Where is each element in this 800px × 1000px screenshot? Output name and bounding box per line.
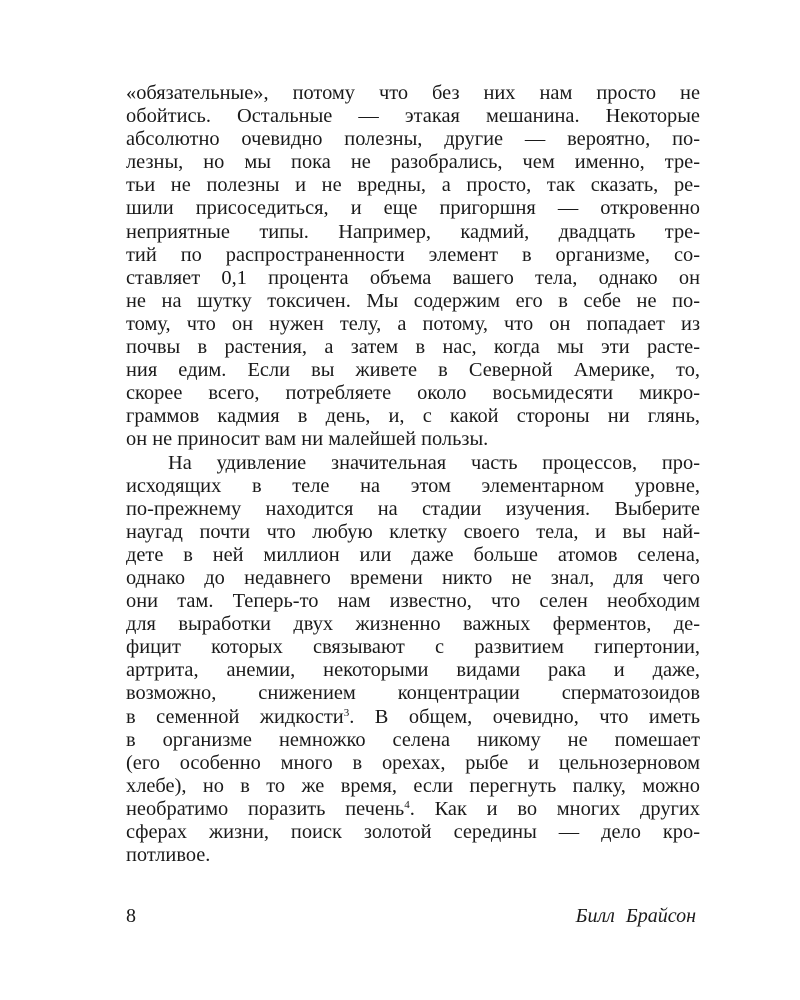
- text-line: обойтись. Остальные — этакая мешанина. Некоторые: [126, 105, 700, 128]
- text-line: сферах жизни, поиск золотой середины — дело кро-: [126, 821, 700, 843]
- text-line: возможно, снижением концентрации сперматозоидов: [126, 682, 700, 705]
- text-line: ния едим. Если вы живете в Северной Америке, то,: [126, 359, 700, 382]
- text-line: хлебе), но в то же время, если перегнуть палку, можно: [126, 774, 700, 797]
- text-line: почвы в растения, а затем в нас, когда мы эти расте-: [126, 336, 700, 359]
- line-text: необратимо поразить печень: [126, 797, 405, 820]
- line-text: . Как и во многих других: [409, 797, 700, 820]
- text-line: «обязательные», потому что без них нам просто не: [126, 82, 700, 104]
- paragraph-2: [126, 452, 700, 868]
- text-line: [126, 706, 700, 729]
- text-line: ставляет 0,1 процента объема вашего тела, однако он: [126, 266, 700, 289]
- text-line: тий по распространенности элемент в организме, со-: [126, 243, 700, 266]
- text-line: [126, 798, 700, 821]
- text-line: артрита, анемии, некоторыми видами рака и даже,: [126, 659, 700, 682]
- running-author: Билл Брайсон: [575, 905, 696, 927]
- text-line: абсолютно очевидно полезны, другие — вероятно, по-: [126, 128, 700, 151]
- footnote-ref-3: 3: [343, 706, 350, 719]
- text-line: шили присоседиться, и еще пригоршня — откровенно: [126, 197, 700, 220]
- text-line: граммов кадмия в день, и, с какой стороны ни глянь,: [126, 405, 700, 428]
- paragraph-1: [126, 82, 700, 452]
- text-line: лезны, но мы пока не разобрались, чем именно, тре-: [126, 151, 700, 174]
- text-line: потливое.: [126, 844, 211, 867]
- book-page: [126, 82, 700, 867]
- text-line: наугад почти что любую клетку своего тела, и вы най-: [126, 520, 700, 543]
- text-line: он не приносит вам ни малейшей пользы.: [126, 428, 489, 451]
- footnote-ref-4: 4: [404, 798, 410, 811]
- text-line: дете в ней миллион или даже больше атомов селена,: [126, 543, 700, 566]
- text-line: неприятные типы. Например, кадмий, двадцать тре-: [126, 220, 700, 243]
- text-line: для выработки двух жизненно важных ферментов, де-: [126, 613, 700, 636]
- text-line: тому, что он нужен телу, а потому, что он попадает из: [126, 312, 700, 335]
- text-line: однако до недавнего времени никто не знал, для чего: [126, 566, 700, 589]
- text-line: исходящих в теле на этом элементарном уровне,: [126, 474, 700, 497]
- text-line: скорее всего, потребляете около восьмидесяти микро-: [126, 382, 700, 405]
- page-footer: [126, 905, 696, 931]
- text-line: фицит которых связывают с развитием гипертонии,: [126, 636, 700, 659]
- text-line: тьи не полезны и не вредны, а просто, так сказать, ре-: [126, 174, 700, 197]
- text-line: в организме немножко селена никому не помешает: [126, 728, 700, 751]
- text-line: по-прежнему находится на стадии изучения. Выберите: [126, 497, 700, 520]
- line-text: в семенной жидкости: [126, 705, 344, 728]
- line-text: . В общем, очевидно, что иметь: [349, 705, 700, 728]
- text-line: (его особенно много в орехах, рыбе и цельнозерновом: [126, 751, 700, 774]
- text-line: На удивление значительная часть процессов, про-: [168, 451, 700, 474]
- text-line: они там. Теперь-то нам известно, что селен необходим: [126, 590, 700, 613]
- page-number: 8: [126, 905, 136, 927]
- text-line: не на шутку токсичен. Мы содержим его в себе не по-: [126, 289, 700, 312]
